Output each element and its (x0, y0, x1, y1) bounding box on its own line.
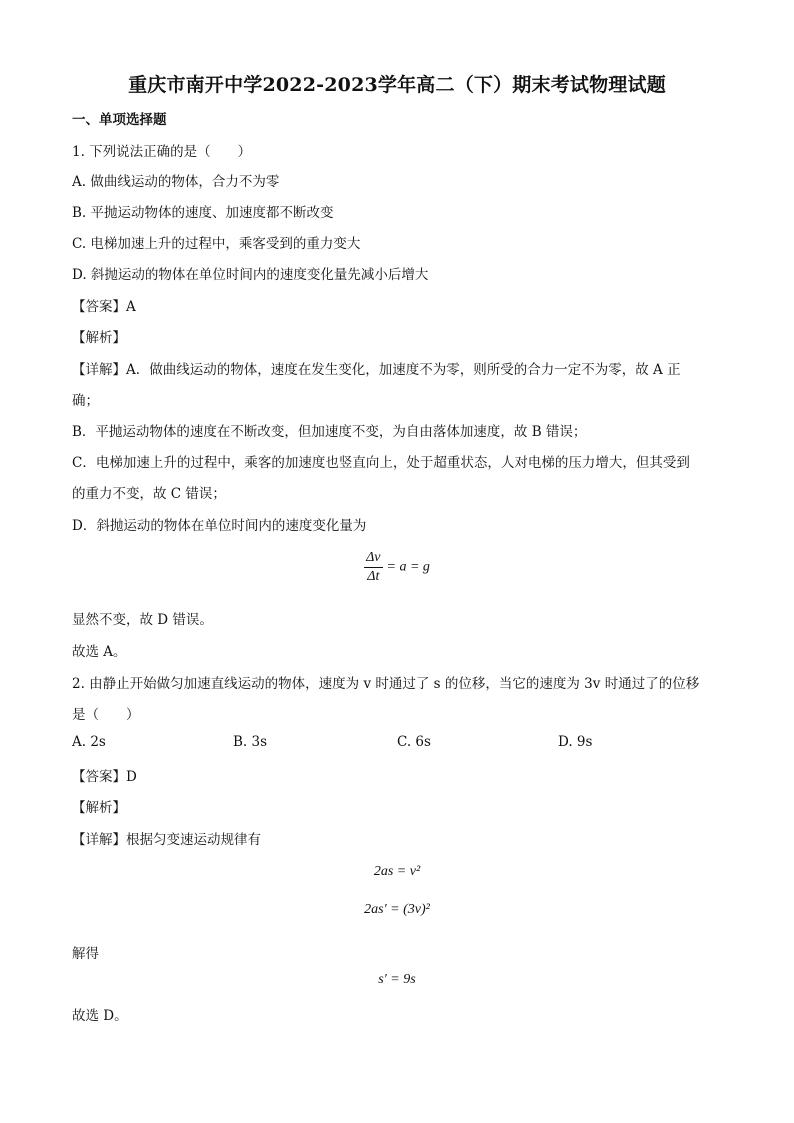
question-2-option-d: D. 9s (558, 734, 593, 750)
question-1-detail-a-cont: 确； (72, 393, 99, 409)
question-2-detail: 【详解】根据匀变速运动规律有 (72, 832, 261, 848)
question-2-solve-label: 解得 (72, 946, 99, 962)
question-2-option-b: B. 3s (233, 734, 268, 750)
question-1-detail-c-cont: 的重力不变，故 C 错误； (72, 486, 226, 502)
question-2-stem: 2. 由静止开始做匀加速直线运动的物体，速度为 v 时通过了 s 的位移，当它的速度为 3v 时通过了的位移 (72, 676, 700, 692)
question-1-detail-a: 【详解】A．做曲线运动的物体，速度在发生变化，加速度不为零，则所受的合力一定不为零，故 A 正 (72, 362, 681, 378)
question-1-detail-b: B．平抛运动物体的速度在不断改变，但加速度不变，为自由落体加速度，故 B 错误； (72, 424, 587, 440)
formula-rest: = a = g (386, 559, 430, 575)
question-1-detail-c: C．电梯加速上升的过程中，乘客的加速度也竖直向上，处于超重状态，人对电梯的压力增大，但其受到 (72, 455, 690, 471)
question-1-choose: 故选 A。 (72, 644, 127, 660)
question-2-analysis-label: 【解析】 (72, 800, 126, 816)
question-2-option-c: C. 6s (397, 734, 431, 750)
question-1-answer: 【答案】A (72, 299, 136, 315)
question-1-option-c: C. 电梯加速上升的过程中，乘客受到的重力变大 (72, 236, 361, 252)
question-1-option-a: A. 做曲线运动的物体，合力不为零 (72, 174, 280, 190)
formula-eq2: 2as′ = (3v)² (364, 902, 430, 917)
question-1-analysis-label: 【解析】 (72, 330, 126, 346)
question-1-conclusion: 显然不变，故 D 错误。 (72, 612, 213, 628)
question-2-stem-cont: 是（ ） (72, 707, 140, 723)
section-heading: 一、单项选择题 (72, 112, 167, 128)
formula-eq1: 2as = v² (373, 864, 421, 879)
page-title: 重庆市南开中学2022-2023学年高二（下）期末考试物理试题 (128, 74, 666, 96)
question-2-option-a: A. 2s (72, 734, 106, 750)
question-2-answer: 【答案】D (72, 769, 137, 785)
question-1-detail-d: D．斜抛运动的物体在单位时间内的速度变化量为 (72, 518, 367, 534)
fraction (364, 550, 382, 585)
question-2-choose: 故选 D。 (72, 1008, 128, 1024)
formula-eq3: s′ = 9s (378, 972, 416, 987)
fraction-numerator: Δv (364, 550, 382, 568)
question-1-stem: 1. 下列说法正确的是（ ） (72, 144, 252, 160)
fraction-denominator: Δt (367, 569, 380, 584)
question-1-option-b: B. 平抛运动物体的速度、加速度都不断改变 (72, 205, 334, 221)
question-1-option-d: D. 斜抛运动的物体在单位时间内的速度变化量先减小后增大 (72, 267, 429, 283)
formula-velocity-change (0, 550, 794, 585)
